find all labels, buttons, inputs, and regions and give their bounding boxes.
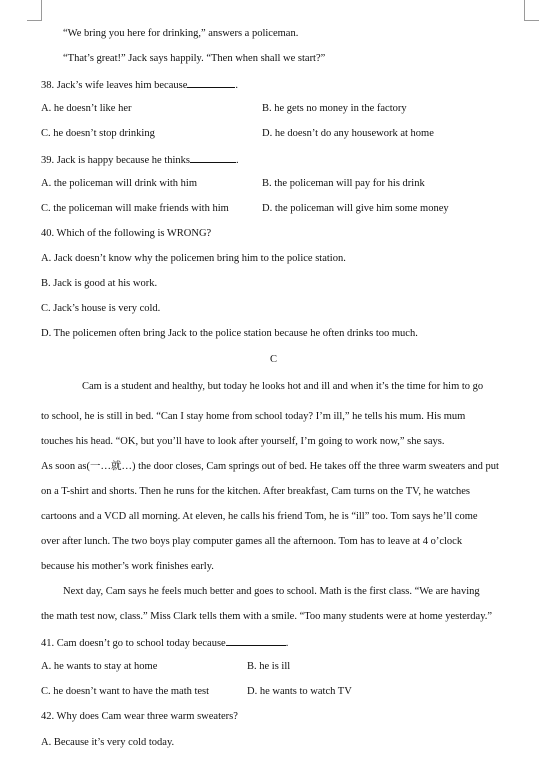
page-corner-mark-right bbox=[524, 0, 539, 21]
dialogue-line: “That’s great!” Jack says happily. “Then when shall we start?” bbox=[63, 53, 326, 64]
option-a: A. he doesn’t like her bbox=[41, 103, 132, 114]
passage-line: on a T-shirt and shorts. Then he runs for the kitchen. After breakfast, Cam turns on the TV, he watches bbox=[41, 486, 470, 497]
question-stem: 41. Cam doesn’t go to school today because bbox=[41, 638, 226, 649]
question-stem: 38. Jack’s wife leaves him because bbox=[41, 80, 188, 91]
passage-line: cartoons and a VCD all morning. At eleven, he calls his friend Tom, he is “ill” too. Tom says he’ll come bbox=[41, 511, 478, 522]
option-b: B. he gets no money in the factory bbox=[262, 103, 407, 114]
dialogue-line: “We bring you here for drinking,” answers a policeman. bbox=[63, 28, 299, 39]
option-d: D. he wants to watch TV bbox=[247, 686, 352, 697]
passage-line: Cam is a student and healthy, but today he looks hot and ill and when it’s the time for him to go bbox=[82, 381, 484, 392]
question-41: 41. Cam doesn’t go to school today because . bbox=[41, 635, 288, 650]
option-d: D. The policemen often bring Jack to the police station because he often drinks too much. bbox=[41, 328, 418, 339]
question-40: 40. Which of the following is WRONG? bbox=[41, 228, 212, 239]
passage-line: over after lunch. The two boys play computer games all the afternoon. Tom has to leave at 4 o’clock bbox=[41, 536, 463, 547]
passage-line: the math test now, class.” Miss Clark tells them with a smile. “Too many students were at home yesterday.” bbox=[41, 611, 493, 622]
question-42: 42. Why does Cam wear three warm sweaters? bbox=[41, 711, 238, 722]
option-c: C. he doesn’t want to have the math test bbox=[41, 686, 210, 697]
passage-line: As soon as(一…就…) the door closes, Cam springs out of bed. He takes off the three warm sweaters and put bbox=[41, 461, 499, 472]
option-c: C. the policeman will make friends with him bbox=[41, 203, 229, 214]
page-corner-mark-left bbox=[27, 0, 42, 21]
option-d: D. the policeman will give him some money bbox=[262, 203, 449, 214]
passage-line: to school, he is still in bed. “Can I stay home from school today? I’m ill,” he tells his mum. His mum bbox=[41, 411, 466, 422]
answer-blank bbox=[226, 635, 286, 646]
option-c: C. he doesn’t stop drinking bbox=[41, 128, 155, 139]
option-b: B. the policeman will pay for his drink bbox=[262, 178, 425, 189]
option-a: A. Because it’s very cold today. bbox=[41, 737, 175, 748]
question-stem: 39. Jack is happy because he thinks bbox=[41, 155, 191, 166]
passage-line: Next day, Cam says he feels much better and goes to school. Math is the first class. “We are having bbox=[63, 586, 480, 597]
option-b: B. he is ill bbox=[247, 661, 291, 672]
answer-blank bbox=[190, 152, 236, 163]
option-a: A. Jack doesn’t know why the policemen bring him to the police station. bbox=[41, 253, 346, 264]
option-b: B. Jack is good at his work. bbox=[41, 278, 158, 289]
passage-line: because his mother’s work finishes early. bbox=[41, 561, 214, 572]
option-d: D. he doesn’t do any housework at home bbox=[262, 128, 434, 139]
option-a: A. the policeman will drink with him bbox=[41, 178, 198, 189]
option-c: C. Jack’s house is very cold. bbox=[41, 303, 161, 314]
question-38: 38. Jack’s wife leaves him because . bbox=[41, 77, 238, 92]
question-39: 39. Jack is happy because he thinks . bbox=[41, 152, 239, 167]
answer-blank bbox=[187, 77, 235, 88]
option-a: A. he wants to stay at home bbox=[41, 661, 158, 672]
section-title: C bbox=[269, 354, 277, 365]
passage-line: touches his head. “OK, but you’ll have to look after yourself, I’m going to work now,” she says. bbox=[41, 436, 445, 447]
